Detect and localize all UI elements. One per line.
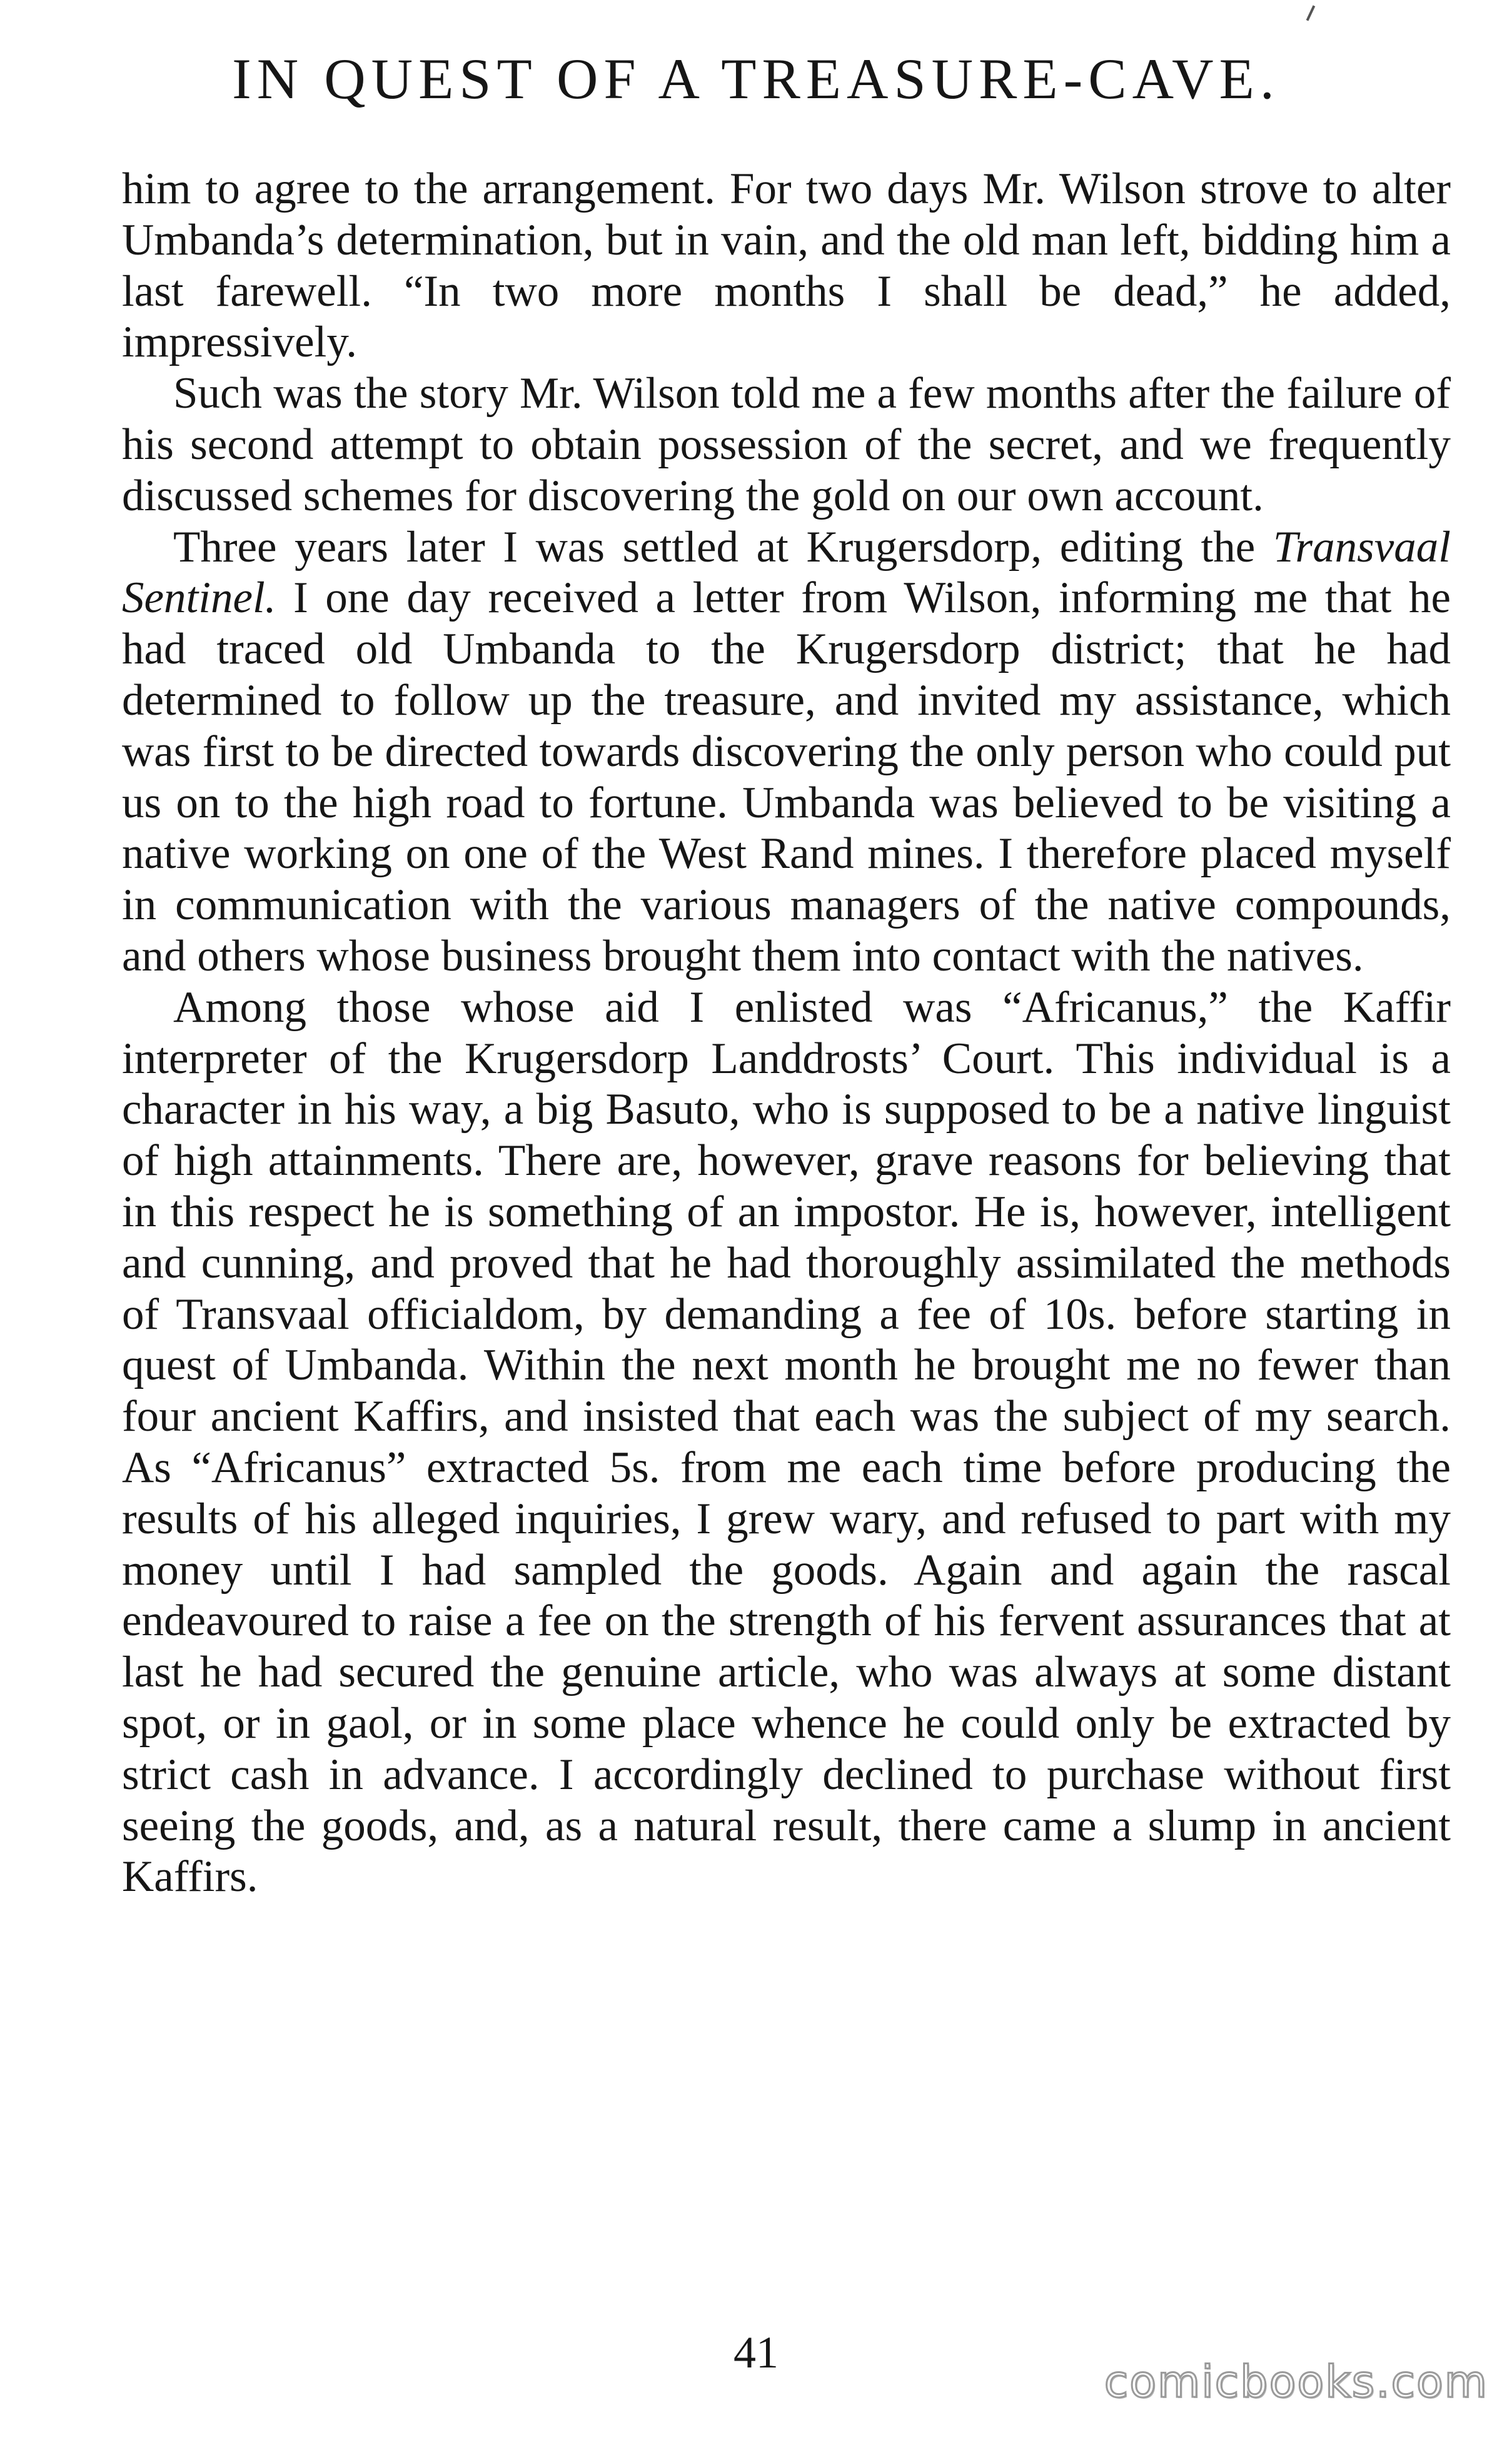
running-title: IN QUEST OF A TREASURE-CAVE. <box>232 47 1280 111</box>
paragraph-3 <box>122 522 1451 982</box>
newspaper-title: Transvaal Sentinel. <box>122 522 1451 623</box>
paragraph-2: Such was the story Mr. Wilson told me a few months after the failure of his second attempt to obtain possession of the secret, and we frequently discussed schemes for discovering the gold on our own account. <box>122 369 1451 520</box>
paragraph-1: him to agree to the arrangement. For two days Mr. Wilson strove to alter Umbanda’s determination, but in vain, and the old man left, bidding him a last farewell. “In two more months I shall be dead,” he added, impressively. <box>122 164 1451 367</box>
paragraph-3-after: I one day received a letter from Wilson, informing me that he had traced old Umbanda to the Krugersdorp district; that he had determined to follow up the treasure, and invited my assistance, which was first to be directed towards discovering the only person who could put us on to the high road to fortune. Umbanda was believed to be visiting a native working on one of the West Rand mines. I therefore placed myself in communication with the various managers of the native compounds, and others whose business brought them into contact with the natives. <box>122 573 1451 981</box>
corner-pen-mark <box>1306 5 1316 21</box>
page-number: 41 <box>733 2327 779 2377</box>
paragraph-4: Among those whose aid I enlisted was “Africanus,” the Kaffir interpreter of the Krugersdorp Landdrosts’ Court. This individual is a character in his way, a big Basuto, who is supposed to be a native linguist of high attainments. There are, however, grave reasons for believing that in this respect he is something of an impostor. He is, however, intelligent and cunning, and proved that he had thoroughly assimilated the methods of Transvaal officialdom, by demanding a fee of 10s. before starting in quest of Umbanda. Within the next month he brought me no fewer than four ancient Kaffirs, and insisted that each was the subject of my search. As “Africanus” extracted 5s. from me each time before producing the results of his alleged inquiries, I grew wary, and refused to part with my money until I had sampled the goods. Again and again the rascal endeavoured to raise a fee on the strength of his fervent assurances that at last he had secured the genuine article, who was always at some distant spot, or in gaol, or in some place whence he could only be extracted by strict cash in advance. I accordingly declined to purchase without first seeing the goods, and, as a natural result, there came a slump in ancient Kaffirs. <box>122 982 1451 1902</box>
paragraph-3-before: Three years later I was settled at Krugersdorp, editing the <box>173 522 1273 572</box>
watermark-logo: comicbooks.com <box>1104 2356 1488 2407</box>
body-text <box>122 164 1451 1903</box>
